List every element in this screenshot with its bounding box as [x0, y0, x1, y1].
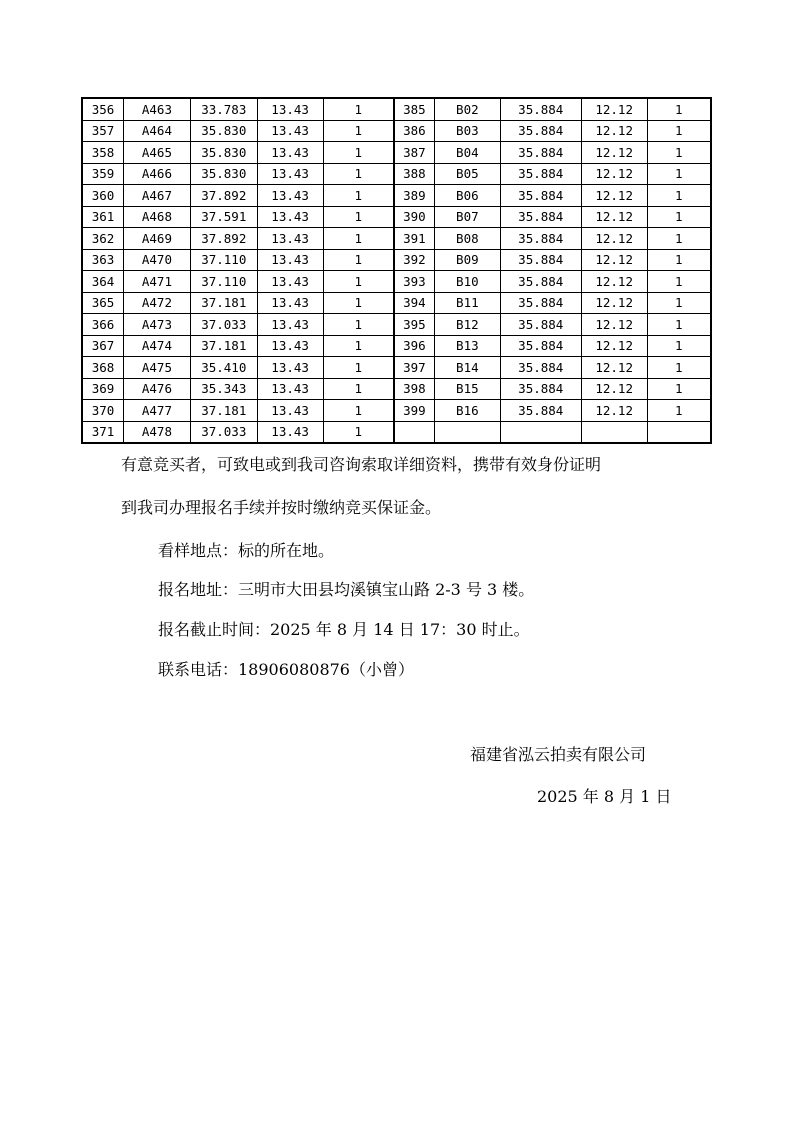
table-cell: 35.884 — [500, 142, 581, 164]
table-cell: 35.884 — [500, 357, 581, 379]
table-cell: 35.884 — [500, 335, 581, 357]
table-cell: 1 — [647, 271, 711, 293]
table-cell: 362 — [82, 228, 124, 250]
table-cell — [434, 421, 500, 443]
table-cell: 35.410 — [190, 357, 257, 379]
table-cell: 12.12 — [581, 163, 647, 185]
registration-deadline: 报名截止时间：2025 年 8 月 14 日 17：30 时止。 — [158, 620, 530, 639]
table-cell: 1 — [647, 185, 711, 207]
table-row — [82, 271, 711, 293]
table-cell: 12.12 — [581, 292, 647, 314]
table-cell: A465 — [124, 142, 191, 164]
table-cell: 35.884 — [500, 185, 581, 207]
viewing-location: 看样地点：标的所在地。 — [158, 541, 335, 560]
table-cell: A472 — [124, 292, 191, 314]
table-cell: 37.892 — [190, 228, 257, 250]
table-cell: A475 — [124, 357, 191, 379]
table-cell: B06 — [434, 185, 500, 207]
table-cell: 1 — [323, 271, 394, 293]
table-cell: 356 — [82, 98, 124, 120]
table-cell: 13.43 — [257, 400, 323, 422]
table-cell: 370 — [82, 400, 124, 422]
table-row — [82, 185, 711, 207]
table-cell: 386 — [394, 120, 435, 142]
table-cell: 387 — [394, 142, 435, 164]
table-cell: B16 — [434, 400, 500, 422]
table-row — [82, 249, 711, 271]
table-cell: A463 — [124, 98, 191, 120]
table-cell: 366 — [82, 314, 124, 336]
table-cell: 35.830 — [190, 142, 257, 164]
table-cell: 358 — [82, 142, 124, 164]
table-row — [82, 378, 711, 400]
signature-date: 2025 年 8 月 1 日 — [537, 787, 672, 806]
table-cell: 399 — [394, 400, 435, 422]
table-cell: 13.43 — [257, 249, 323, 271]
table-cell: 360 — [82, 185, 124, 207]
table-cell: 12.12 — [581, 142, 647, 164]
table-cell: 13.43 — [257, 357, 323, 379]
table-cell: 1 — [647, 314, 711, 336]
table-cell: 37.892 — [190, 185, 257, 207]
table-cell: 35.884 — [500, 400, 581, 422]
table-cell: 1 — [647, 98, 711, 120]
table-cell: 35.884 — [500, 98, 581, 120]
table-cell: 1 — [647, 142, 711, 164]
table-cell: 35.884 — [500, 292, 581, 314]
table-cell: 12.12 — [581, 98, 647, 120]
table-cell: 1 — [647, 378, 711, 400]
table-cell: 13.43 — [257, 98, 323, 120]
table-cell: A470 — [124, 249, 191, 271]
table-cell: 363 — [82, 249, 124, 271]
table-row — [82, 120, 711, 142]
table-cell: 12.12 — [581, 228, 647, 250]
table-cell: 35.830 — [190, 163, 257, 185]
table-cell: 35.884 — [500, 206, 581, 228]
table-cell: 359 — [82, 163, 124, 185]
table-cell: B03 — [434, 120, 500, 142]
table-cell: B09 — [434, 249, 500, 271]
table-cell: 12.12 — [581, 120, 647, 142]
table-cell: 398 — [394, 378, 435, 400]
table-cell: A467 — [124, 185, 191, 207]
table-cell: 1 — [647, 163, 711, 185]
table-cell: 35.884 — [500, 163, 581, 185]
table-cell: 1 — [323, 421, 394, 443]
table-cell: B05 — [434, 163, 500, 185]
table-cell: 369 — [82, 378, 124, 400]
lot-table — [81, 97, 712, 444]
table-cell: 37.110 — [190, 249, 257, 271]
table-row — [82, 228, 711, 250]
table-cell: 13.43 — [257, 206, 323, 228]
table-cell: 33.783 — [190, 98, 257, 120]
table-cell: 1 — [647, 228, 711, 250]
table-cell: B15 — [434, 378, 500, 400]
table-cell: 12.12 — [581, 357, 647, 379]
contact-phone: 联系电话：18906080876（小曾） — [158, 660, 414, 679]
table-cell: A466 — [124, 163, 191, 185]
table-cell: A471 — [124, 271, 191, 293]
table-cell: 367 — [82, 335, 124, 357]
table-cell: A468 — [124, 206, 191, 228]
body-paragraph-1: 有意竞买者，可致电或到我司咨询索取详细资料，携带有效身份证明 — [121, 455, 602, 474]
table-cell: 35.884 — [500, 249, 581, 271]
table-cell: 1 — [647, 335, 711, 357]
table-cell: A474 — [124, 335, 191, 357]
table-row — [82, 421, 711, 443]
table-cell: 12.12 — [581, 271, 647, 293]
table-cell: 13.43 — [257, 142, 323, 164]
table-cell: 1 — [647, 400, 711, 422]
table-cell: 361 — [82, 206, 124, 228]
table-cell — [581, 421, 647, 443]
table-cell: 391 — [394, 228, 435, 250]
table-cell: 1 — [323, 142, 394, 164]
table-cell: 37.181 — [190, 292, 257, 314]
table-cell: A478 — [124, 421, 191, 443]
table-cell — [647, 421, 711, 443]
table-cell: 388 — [394, 163, 435, 185]
table-cell: 13.43 — [257, 421, 323, 443]
table-cell — [394, 421, 435, 443]
table-cell: B10 — [434, 271, 500, 293]
table-cell: 12.12 — [581, 249, 647, 271]
table-cell: 12.12 — [581, 378, 647, 400]
table-row — [82, 98, 711, 120]
table-cell — [500, 421, 581, 443]
table-row — [82, 163, 711, 185]
table-cell: 1 — [323, 206, 394, 228]
table-cell: 13.43 — [257, 185, 323, 207]
table-cell: 12.12 — [581, 206, 647, 228]
table-cell: A477 — [124, 400, 191, 422]
table-cell: 35.884 — [500, 314, 581, 336]
table-cell: 1 — [647, 120, 711, 142]
company-signature: 福建省泓云拍卖有限公司 — [470, 745, 647, 764]
table-cell: B08 — [434, 228, 500, 250]
table-cell: 1 — [323, 400, 394, 422]
table-cell: B04 — [434, 142, 500, 164]
table-cell: 1 — [323, 185, 394, 207]
table-cell: 1 — [323, 163, 394, 185]
table-row — [82, 292, 711, 314]
table-cell: B11 — [434, 292, 500, 314]
table-cell: 37.033 — [190, 421, 257, 443]
table-cell: 392 — [394, 249, 435, 271]
table-cell: 37.181 — [190, 335, 257, 357]
table-cell: 393 — [394, 271, 435, 293]
table-cell: B07 — [434, 206, 500, 228]
table-cell: 1 — [323, 228, 394, 250]
table-cell: 394 — [394, 292, 435, 314]
table-cell: 12.12 — [581, 314, 647, 336]
table-row — [82, 314, 711, 336]
table-cell: 35.884 — [500, 271, 581, 293]
table-cell: 365 — [82, 292, 124, 314]
table-cell: 13.43 — [257, 292, 323, 314]
table-cell: A473 — [124, 314, 191, 336]
table-cell: B02 — [434, 98, 500, 120]
table-cell: 1 — [323, 249, 394, 271]
registration-address: 报名地址：三明市大田县均溪镇宝山路 2-3 号 3 楼。 — [158, 580, 535, 599]
table-cell: 37.110 — [190, 271, 257, 293]
table-cell: 35.830 — [190, 120, 257, 142]
table-row — [82, 206, 711, 228]
table-cell: A469 — [124, 228, 191, 250]
table-cell: 13.43 — [257, 163, 323, 185]
table-row — [82, 142, 711, 164]
table-cell: 396 — [394, 335, 435, 357]
table-cell: 368 — [82, 357, 124, 379]
table-cell: B12 — [434, 314, 500, 336]
table-cell: B14 — [434, 357, 500, 379]
table-cell: 390 — [394, 206, 435, 228]
table-cell: 13.43 — [257, 228, 323, 250]
table-body — [82, 98, 711, 443]
table-cell: 13.43 — [257, 314, 323, 336]
table-cell: 12.12 — [581, 400, 647, 422]
table-cell: B13 — [434, 335, 500, 357]
table-cell: 13.43 — [257, 378, 323, 400]
table-cell: 37.181 — [190, 400, 257, 422]
table-cell: 1 — [323, 292, 394, 314]
table-cell: 13.43 — [257, 335, 323, 357]
table-cell: 364 — [82, 271, 124, 293]
table-cell: A476 — [124, 378, 191, 400]
table-cell: 12.12 — [581, 185, 647, 207]
table-row — [82, 400, 711, 422]
table-cell: 371 — [82, 421, 124, 443]
table-cell: 357 — [82, 120, 124, 142]
table-cell: 1 — [647, 292, 711, 314]
table-cell: 37.591 — [190, 206, 257, 228]
table-cell: 13.43 — [257, 120, 323, 142]
table-cell: 1 — [323, 314, 394, 336]
table-cell: 35.343 — [190, 378, 257, 400]
table-cell: 389 — [394, 185, 435, 207]
table-cell: A464 — [124, 120, 191, 142]
table-cell: 35.884 — [500, 378, 581, 400]
table-cell: 1 — [647, 249, 711, 271]
table-cell: 1 — [323, 98, 394, 120]
table-cell: 1 — [647, 206, 711, 228]
body-paragraph-2: 到我司办理报名手续并按时缴纳竞买保证金。 — [121, 498, 442, 517]
table-cell: 1 — [323, 335, 394, 357]
table-cell: 1 — [647, 357, 711, 379]
table-cell: 37.033 — [190, 314, 257, 336]
table-cell: 395 — [394, 314, 435, 336]
table-row — [82, 357, 711, 379]
table-cell: 397 — [394, 357, 435, 379]
table-cell: 1 — [323, 357, 394, 379]
table-cell: 1 — [323, 120, 394, 142]
table-cell: 13.43 — [257, 271, 323, 293]
table-cell: 35.884 — [500, 120, 581, 142]
table-cell: 35.884 — [500, 228, 581, 250]
table-cell: 385 — [394, 98, 435, 120]
table-cell: 12.12 — [581, 335, 647, 357]
table-cell: 1 — [323, 378, 394, 400]
table-row — [82, 335, 711, 357]
